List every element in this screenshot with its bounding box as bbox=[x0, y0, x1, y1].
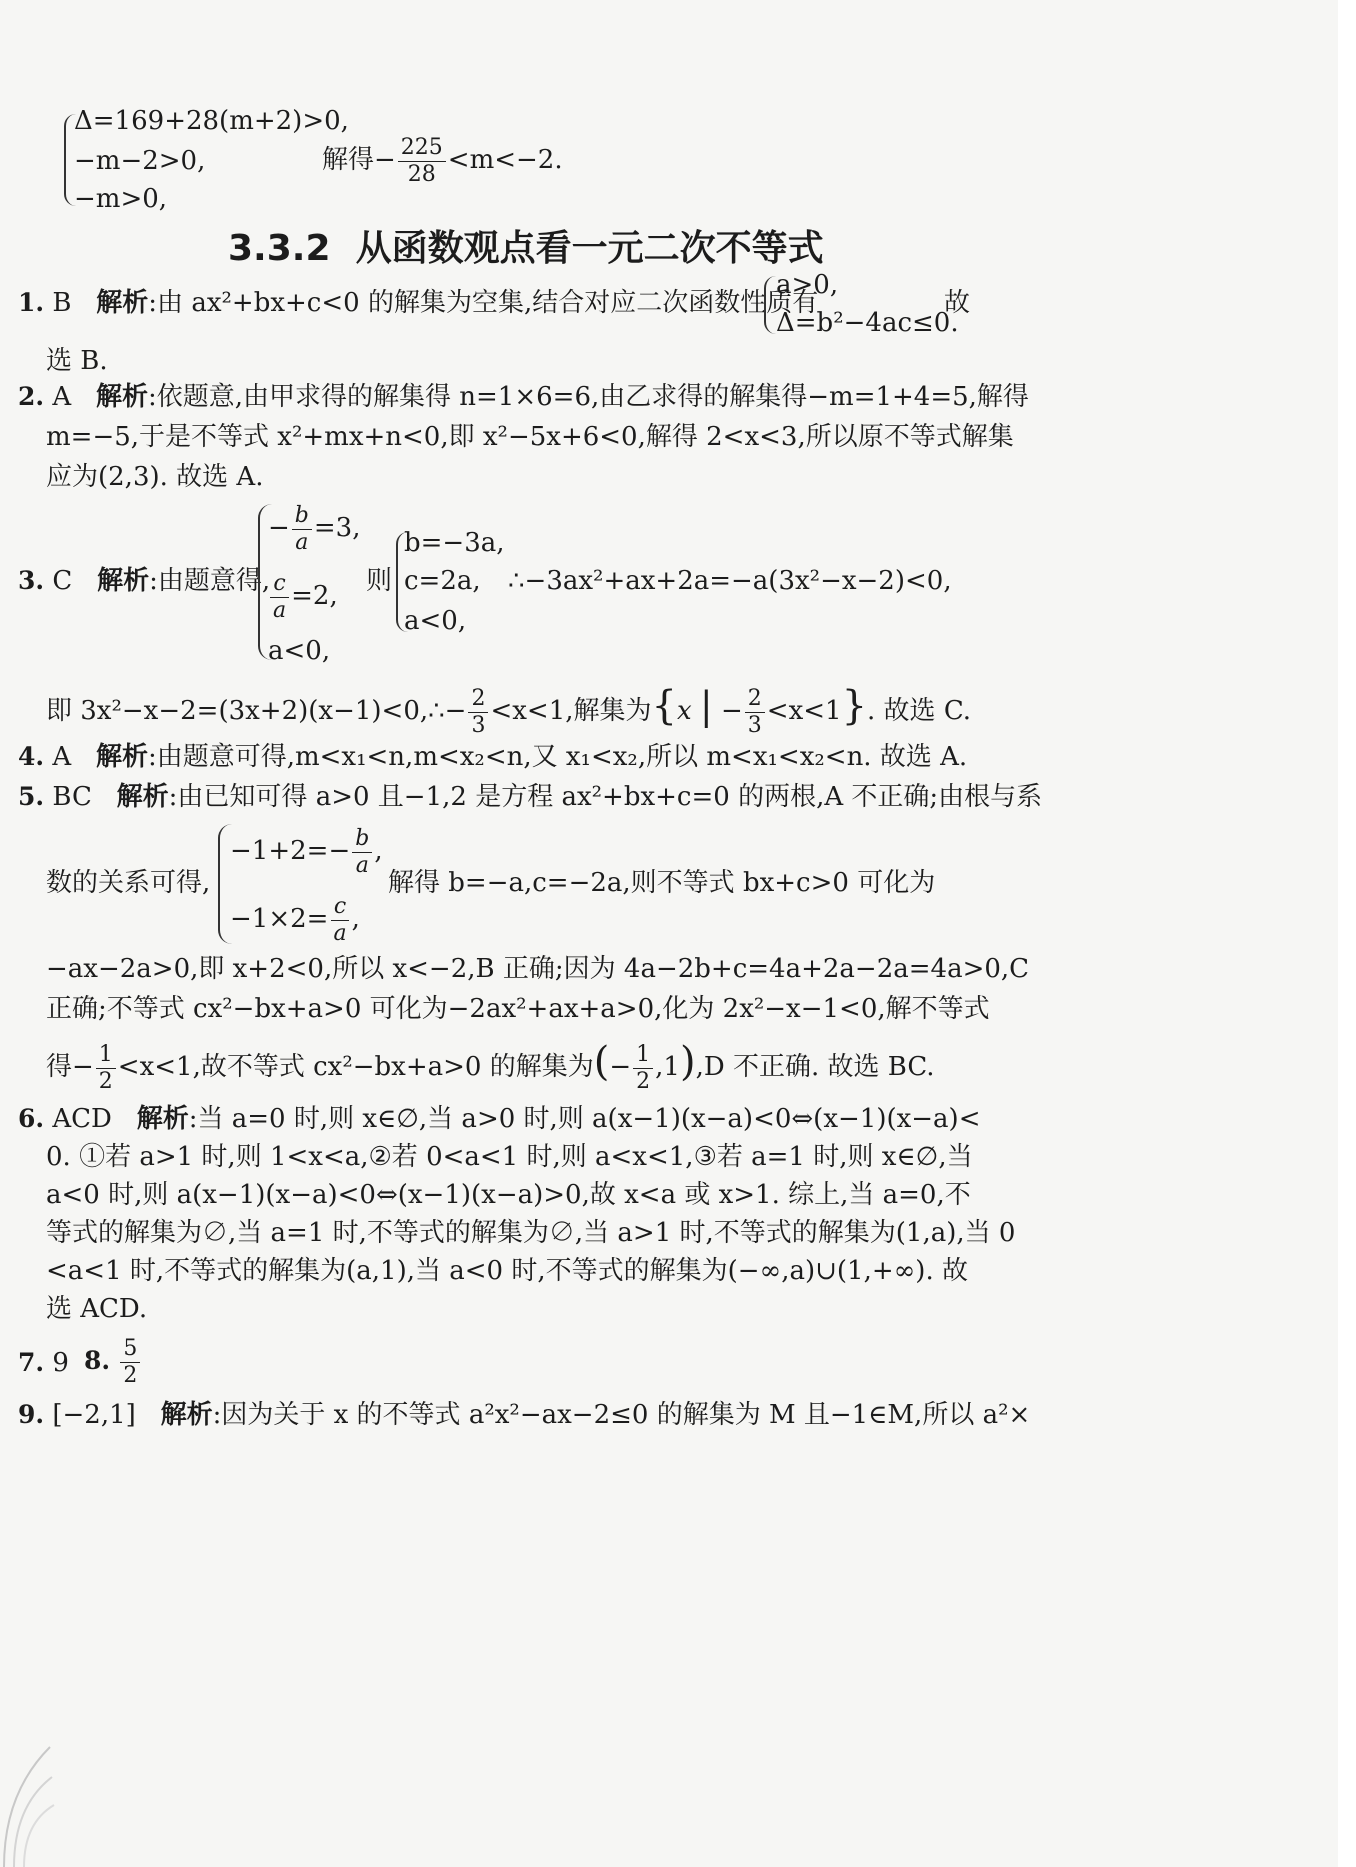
q2-line-2: m=−5,于是不等式 x²+mx+n<0,即 x²−5x+6<0,解得 2<x<3,所以原不等式解集 bbox=[46, 422, 1014, 452]
q3-eq-2: $\frac{c}{a}$ =2, bbox=[268, 568, 338, 624]
q5-line-2-post: 解得 b=−a,c=−2a,则不等式 bx+c>0 可化为 bbox=[388, 868, 936, 898]
q5-line-4: 正确;不等式 cx²−bx+a>0 可化为−2ax²+ax+a>0,化为 2x²−x−1<0,解不等式 bbox=[46, 994, 990, 1024]
q5-line-1: 5. BC 解析:由已知可得 a>0 且−1,2 是方程 ax²+bx+c=0 的两根,A 不正确;由根与系 bbox=[18, 782, 1043, 812]
q8-line: 8. $\frac{5}{2}$ bbox=[84, 1330, 142, 1392]
q3-then: 则 bbox=[366, 566, 393, 596]
fraction: $\frac{5}{2}$ bbox=[120, 1336, 140, 1389]
left-brace bbox=[764, 276, 776, 334]
fraction: $\frac{1}{2}$ bbox=[96, 1042, 116, 1095]
fraction: $\frac{2}{3}$ bbox=[468, 686, 488, 739]
q6-line-6: 选 ACD. bbox=[46, 1294, 148, 1324]
page-edge bbox=[1338, 0, 1356, 1867]
q3-conclusion: ∴−3ax²+ax+2a=−a(3x²−x−2)<0, bbox=[508, 566, 952, 596]
q5-eq-2: −1×2= $\frac{c}{a}$ , bbox=[230, 893, 360, 946]
q5-line-2-pre: 数的关系可得, bbox=[46, 868, 211, 898]
section-title: 3.3.2 从函数观点看一元二次不等式 bbox=[228, 228, 824, 269]
page-curl-decoration bbox=[0, 1717, 60, 1867]
q2-line-3: 应为(2,3). 故选 A. bbox=[46, 462, 264, 492]
q6-line-3: a<0 时,则 a(x−1)(x−a)<0⇔(x−1)(x−a)>0,故 x<a 或 x>1. 综上,当 a=0,不 bbox=[46, 1180, 971, 1210]
fraction: $\frac{225}{28}$ bbox=[398, 135, 446, 188]
q6-line-2: 0. ①若 a>1 时,则 1<x<a,②若 0<a<1 时,则 a<x<1,③若 a=1 时,则 x∈∅,当 bbox=[46, 1142, 973, 1172]
system-row-1: Δ=169+28(m+2)>0, bbox=[74, 106, 349, 136]
fraction: $\frac{1}{2}$ bbox=[633, 1042, 653, 1095]
q3-line-1: 3. C 解析:由题意得, bbox=[18, 566, 271, 596]
q6-line-1: 6. ACD 解析:当 a=0 时,则 x∈∅,当 a>0 时,则 a(x−1)(x−a)<0⇔(x−1)(x−a)< bbox=[18, 1104, 981, 1134]
q6-line-4: 等式的解集为∅,当 a=1 时,不等式的解集为∅,当 a>1 时,不等式的解集为(1,a),当 0 bbox=[46, 1218, 1016, 1248]
q4-line-1: 4. A 解析:由题意可得,m<x₁<n,m<x₂<n,又 x₁<x₂,所以 m<x₁<x₂<n. 故选 A. bbox=[18, 742, 968, 772]
system-row-2: −m−2>0, bbox=[74, 146, 206, 176]
q3-eq-3: a<0, bbox=[268, 636, 331, 666]
q3-sol-3: a<0, bbox=[404, 606, 467, 636]
fraction: $\frac{2}{3}$ bbox=[745, 686, 765, 739]
q1-cond-2: Δ=b²−4ac≤0. bbox=[776, 308, 959, 338]
q3-sol-1: b=−3a, bbox=[404, 528, 505, 558]
q3-sol-2: c=2a, bbox=[404, 566, 481, 596]
q3-eq-1: − $\frac{b}{a}$ =3, bbox=[268, 502, 361, 555]
fraction: $\frac{c}{a}$ bbox=[330, 894, 349, 947]
fraction: $\frac{b}{a}$ bbox=[352, 826, 372, 879]
q9-line-1: 9. [−2,1] 解析:因为关于 x 的不等式 a²x²−ax−2≤0 的解集为 M 且−1∈M,所以 a²× bbox=[18, 1400, 1031, 1430]
system-solution: 解得− $\frac{225}{28}$ <m<−2. bbox=[322, 134, 563, 187]
q3-line-2: 即 3x²−x−2=(3x+2)(x−1)<0,∴− $\frac{2}{3}$ <x<1,解集为{x | − $\frac{2}{3}$ <x<1}. 故选 C. bbox=[46, 683, 972, 738]
fraction: $\frac{b}{a}$ bbox=[292, 503, 312, 556]
q1-tail: 故 bbox=[944, 288, 971, 318]
q2-line-1: 2. A 解析:依题意,由甲求得的解集得 n=1×6=6,由乙求得的解集得−m=1+4=5,解得 bbox=[18, 382, 1029, 412]
system-row-3: −m>0, bbox=[74, 184, 168, 214]
q5-line-3: −ax−2a>0,即 x+2<0,所以 x<−2,B 正确;因为 4a−2b+c=4a+2a−2a=4a>0,C bbox=[46, 954, 1030, 984]
q5-line-5: 得− $\frac{1}{2}$ <x<1,故不等式 cx²−bx+a>0 的解集为(− $\frac{1}{2}$ ,1),D 不正确. 故选 BC. bbox=[46, 1039, 935, 1094]
q7-line: 7. 9 bbox=[18, 1348, 69, 1378]
fraction: $\frac{c}{a}$ bbox=[270, 571, 289, 624]
q1-line-2: 选 B. bbox=[46, 346, 108, 376]
q1-line-1: 1. B 解析:由 ax²+bx+c<0 的解集为空集,结合对应二次函数性质有 bbox=[18, 288, 819, 318]
q6-line-5: <a<1 时,不等式的解集为(a,1),当 a<0 时,不等式的解集为(−∞,a)∪(1,+∞). 故 bbox=[46, 1256, 968, 1286]
q5-eq-1: −1+2=− $\frac{b}{a}$ , bbox=[230, 825, 383, 878]
q1-cond-1: a>0, bbox=[776, 270, 839, 300]
